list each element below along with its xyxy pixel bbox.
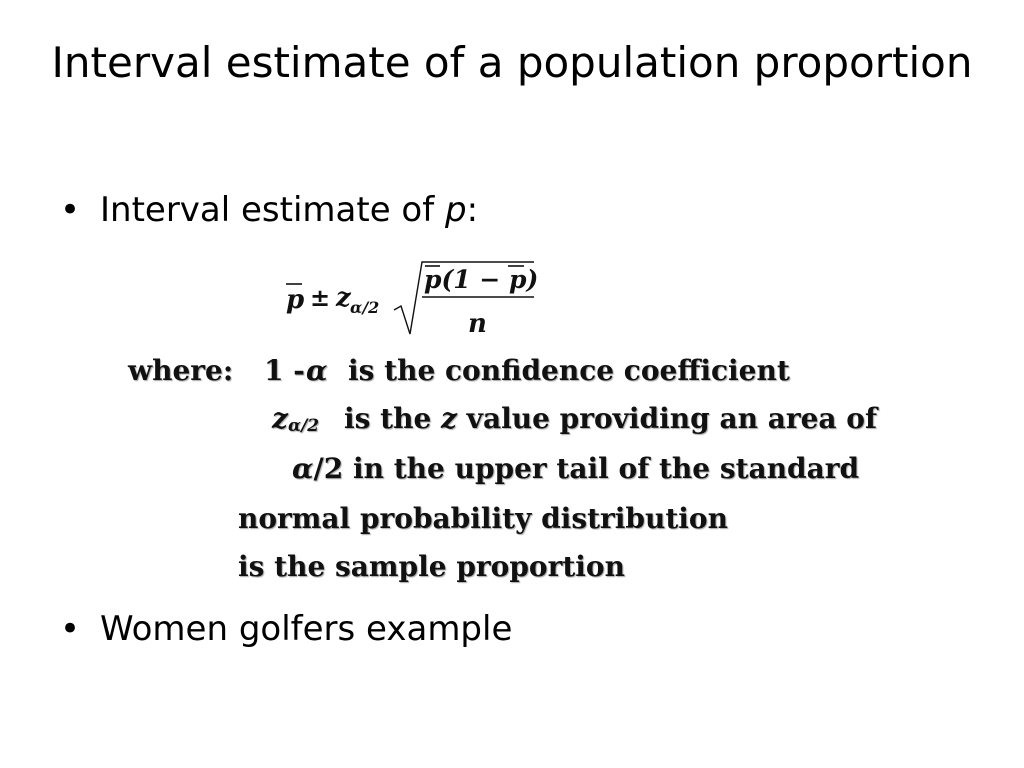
where-label: where: [128,354,234,387]
formula-z: z [336,283,351,313]
where-line4-text: normal probability distribution [238,502,728,535]
bullet-text: Interval estimate of [100,190,446,230]
bullet-icon: • [60,190,81,230]
bullet-colon: : [466,190,479,230]
where-alpha: α [306,354,328,387]
where-z-sub: α/2 [288,416,320,436]
where-line2-text: is the z value providing an area of [344,402,878,435]
formula-z-sub: α/2 [350,298,380,317]
bullet-var-p: p [445,190,467,230]
where-line1-text: is the confidence coefficient [348,354,790,387]
formula-denominator: n [468,309,487,339]
formula-plus-minus: ± [310,283,331,312]
interval-formula [282,256,542,346]
bullet-women-golfers [60,609,512,649]
bullet-icon: • [60,609,81,649]
bullet-interval-estimate [60,190,478,230]
where-line5-text: is the sample proportion [238,550,625,583]
formula-numerator: p(1 − p) [424,265,539,294]
where-line3-text: α/2 in the upper tail of the standard [292,452,860,485]
formula-pbar: p [286,285,305,315]
where-z: z [272,402,288,435]
bullet-text: Women golfers example [100,609,513,649]
slide-title: Interval estimate of a population proportion [51,38,973,87]
where-one-minus: 1 - [264,354,305,387]
